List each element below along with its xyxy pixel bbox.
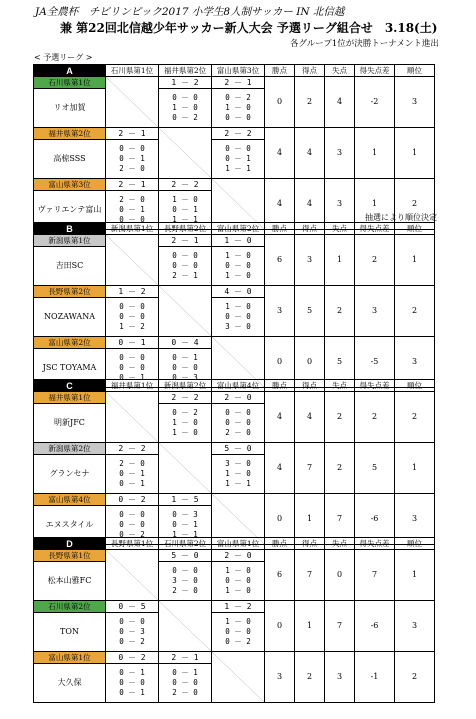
half-score: 1 － 2 [119, 322, 145, 331]
tiebreak-note: 抽選により順位決定 [365, 213, 437, 222]
match-half-scores [212, 89, 265, 128]
score-lines [212, 566, 264, 596]
stat-header: 得失点差 [355, 538, 395, 550]
stat-header: 勝点 [265, 223, 295, 235]
half-score: 1 － 1 [172, 215, 198, 224]
column-header: 石川県第2位 [159, 538, 212, 550]
team-seed: 長野県第2位 [34, 286, 106, 298]
diagonal-line [159, 443, 211, 493]
team-stat: 4 [265, 128, 295, 179]
diagonal-line [159, 286, 211, 336]
score-lines [106, 617, 158, 647]
half-score: 0 － 0 [119, 363, 145, 372]
team-stat: 2 [295, 652, 325, 703]
self-match-cell [106, 77, 159, 128]
match-half-scores [106, 298, 159, 337]
match-half-scores [212, 140, 265, 179]
half-score: 2 － 1 [172, 271, 198, 280]
team-stat: 1 [395, 443, 435, 494]
half-score: 2 － 0 [119, 459, 145, 468]
page-title: 兼 第22回北信越少年サッカー新人大会 予選リーグ組合せ 3.18(土) [60, 21, 438, 35]
team-name: ヴァリエンテ富山 [34, 191, 106, 230]
match-total: 2 － 0 [212, 550, 265, 562]
team-seed: 富山県第1位 [34, 652, 106, 664]
match-total: 1 － 2 [212, 601, 265, 613]
team-stat: 1 [325, 235, 355, 286]
diagonal-line [106, 550, 158, 600]
match-total: 2 － 2 [159, 179, 212, 191]
half-score: 0 － 0 [172, 93, 198, 102]
team-row [34, 392, 435, 404]
match-half-scores [159, 89, 212, 128]
team-stat: 3 [295, 235, 325, 286]
match-total: 0 － 2 [106, 652, 159, 664]
score-lines [212, 93, 264, 123]
diagonal-line [106, 77, 158, 127]
stat-header: 勝点 [265, 65, 295, 77]
team-stat: 2 [325, 443, 355, 494]
team-row [34, 128, 435, 140]
match-total: 2 － 1 [106, 179, 159, 191]
league-label: < 予選リーグ > [34, 53, 93, 62]
score-lines [212, 144, 264, 174]
half-score: 0 － 1 [119, 479, 145, 488]
stat-header: 得失点差 [355, 223, 395, 235]
team-stat: 3 [265, 286, 295, 337]
team-stat: -2 [355, 77, 395, 128]
half-score: 0 － 0 [119, 520, 145, 529]
group-a-table [33, 64, 435, 230]
match-half-scores [159, 247, 212, 286]
half-score: 0 － 3 [172, 510, 198, 519]
match-total: 1 － 2 [159, 77, 212, 89]
team-stat: 1 [355, 128, 395, 179]
half-score: 2 － 0 [119, 195, 145, 204]
team-stat: 3 [325, 179, 355, 230]
team-name: TON [34, 613, 106, 652]
team-stat: 1 [395, 128, 435, 179]
team-stat: 1 [295, 494, 325, 545]
score-lines [106, 459, 158, 489]
team-seed: 福井県第2位 [34, 128, 106, 140]
half-score: 0 － 0 [119, 617, 145, 626]
team-row [34, 652, 435, 664]
half-score: 0 － 2 [172, 113, 198, 122]
half-score: 0 － 1 [119, 373, 145, 382]
score-lines [212, 302, 264, 332]
half-score: 0 － 0 [225, 312, 251, 321]
half-score: 1 － 0 [172, 418, 198, 427]
half-score: 0 － 0 [119, 312, 145, 321]
score-lines [212, 617, 264, 647]
diagonal-line [212, 652, 264, 702]
team-stat: 1 [395, 235, 435, 286]
stat-header: 順位 [395, 65, 435, 77]
team-row [34, 337, 435, 349]
half-score: 2 － 0 [119, 164, 145, 173]
score-lines [106, 195, 158, 225]
half-score: 0 － 0 [225, 144, 251, 153]
match-total: 0 － 4 [159, 337, 212, 349]
stat-header: 勝点 [265, 380, 295, 392]
team-seed: 福井県第1位 [34, 392, 106, 404]
team-stat: 1 [395, 550, 435, 601]
team-stat: 0 [265, 494, 295, 545]
half-score: 0 － 1 [172, 205, 198, 214]
score-lines [159, 251, 211, 281]
team-stat: 7 [295, 550, 325, 601]
stat-header: 得点 [295, 65, 325, 77]
team-seed: 新潟県第1位 [34, 235, 106, 247]
half-score: 1 － 0 [225, 566, 251, 575]
score-lines [159, 408, 211, 438]
half-score: 1 － 1 [225, 164, 251, 173]
match-half-scores [212, 298, 265, 337]
team-stat: 4 [325, 77, 355, 128]
team-stat: 3 [325, 128, 355, 179]
team-row [34, 235, 435, 247]
score-lines [212, 408, 264, 438]
score-lines [159, 668, 211, 698]
half-score: 0 － 0 [225, 418, 251, 427]
team-stat: 3 [395, 77, 435, 128]
half-score: 0 － 0 [225, 408, 251, 417]
match-total: 2 － 2 [212, 128, 265, 140]
match-half-scores [212, 562, 265, 601]
half-score: 0 － 0 [225, 261, 251, 270]
column-header: 富山県第3位 [212, 65, 265, 77]
score-lines [159, 195, 211, 225]
half-score: 1 － 0 [225, 302, 251, 311]
half-score: 3 － 0 [225, 322, 251, 331]
team-name: 高椋SSS [34, 140, 106, 179]
half-score: 0 － 1 [172, 353, 198, 362]
half-score: 1 － 0 [225, 251, 251, 260]
match-total: 0 － 1 [106, 337, 159, 349]
self-match-cell [212, 652, 265, 703]
score-lines [106, 302, 158, 332]
half-score: 0 － 3 [172, 373, 198, 382]
match-total: 0 － 5 [106, 601, 159, 613]
match-total: 4 － 0 [212, 286, 265, 298]
group-c-table [33, 379, 435, 545]
stat-header: 得失点差 [355, 65, 395, 77]
half-score: 0 － 1 [225, 154, 251, 163]
team-stat: 2 [395, 652, 435, 703]
match-total: 2 － 1 [159, 235, 212, 247]
column-header: 福井県第2位 [159, 65, 212, 77]
team-stat: 3 [395, 337, 435, 388]
team-seed: 石川県第1位 [34, 77, 106, 89]
team-stat: 1 [295, 601, 325, 652]
team-seed: 新潟県第2位 [34, 443, 106, 455]
match-total: 2 － 1 [212, 77, 265, 89]
team-stat: 2 [355, 235, 395, 286]
team-row [34, 550, 435, 562]
team-name: 大久保 [34, 664, 106, 703]
match-total: 2 － 1 [159, 652, 212, 664]
half-score: 0 － 1 [119, 205, 145, 214]
score-lines [159, 93, 211, 123]
match-half-scores [106, 140, 159, 179]
stat-header: 失点 [325, 223, 355, 235]
team-stat: 6 [265, 235, 295, 286]
half-score: 0 － 0 [119, 302, 145, 311]
half-score: 0 － 0 [119, 678, 145, 687]
advancement-note: 各グループ1位が決勝トーナメント進出 [290, 39, 439, 49]
team-name: JSC TOYAMA [34, 349, 106, 388]
half-score: 1 － 0 [225, 469, 251, 478]
team-stat: 4 [295, 128, 325, 179]
match-total: 2 － 2 [159, 392, 212, 404]
column-header: 富山県第2位 [212, 223, 265, 235]
score-lines [106, 668, 158, 698]
half-score: 0 － 0 [225, 627, 251, 636]
team-name: 明新JFC [34, 404, 106, 443]
half-score: 1 － 1 [225, 479, 251, 488]
team-stat: -6 [355, 601, 395, 652]
score-lines [159, 566, 211, 596]
column-header: 長野県第2位 [159, 223, 212, 235]
team-stat: 3 [265, 652, 295, 703]
match-total: 1 － 5 [159, 494, 212, 506]
tournament-title: JA全農杯 チビリンピック2017 小学生8人制サッカー IN 北信越 [35, 6, 345, 18]
half-score: 0 － 0 [119, 510, 145, 519]
half-score: 0 － 1 [119, 469, 145, 478]
team-stat: 0 [265, 337, 295, 388]
match-half-scores [159, 404, 212, 443]
team-name: リオ加賀 [34, 89, 106, 128]
team-stat: 4 [295, 392, 325, 443]
half-score: 0 － 0 [172, 566, 198, 575]
score-lines [159, 510, 211, 540]
team-seed: 石川県第2位 [34, 601, 106, 613]
match-half-scores [159, 664, 212, 703]
team-stat: 2 [395, 286, 435, 337]
team-row [34, 494, 435, 506]
half-score: 1 － 0 [225, 103, 251, 112]
stat-header: 得点 [295, 380, 325, 392]
half-score: 3 － 0 [225, 459, 251, 468]
team-stat: 7 [325, 494, 355, 545]
stat-header: 順位 [395, 538, 435, 550]
half-score: 0 － 1 [172, 520, 198, 529]
stat-header: 得点 [295, 538, 325, 550]
team-stat: 5 [295, 286, 325, 337]
diagonal-line [106, 235, 158, 285]
half-score: 3 － 0 [172, 576, 198, 585]
match-half-scores [212, 404, 265, 443]
column-header: 福井県第1位 [106, 380, 159, 392]
half-score: 0 － 2 [119, 637, 145, 646]
team-stat: 1 [355, 179, 395, 230]
half-score: 2 － 0 [172, 688, 198, 697]
match-half-scores [106, 455, 159, 494]
team-stat: 2 [355, 392, 395, 443]
half-score: 2 － 0 [225, 428, 251, 437]
score-lines [212, 459, 264, 489]
self-match-cell [106, 392, 159, 443]
column-header: 長野県第1位 [106, 538, 159, 550]
self-match-cell [106, 235, 159, 286]
match-half-scores [106, 664, 159, 703]
half-score: 0 － 0 [225, 113, 251, 122]
team-seed: 長野県第1位 [34, 550, 106, 562]
match-total: 2 － 1 [106, 128, 159, 140]
match-total: 5 － 0 [159, 550, 212, 562]
team-name: 松本山雅FC [34, 562, 106, 601]
team-stat: 3 [395, 494, 435, 545]
group-d-table [33, 537, 435, 703]
match-half-scores [212, 455, 265, 494]
half-score: 1 － 0 [172, 195, 198, 204]
team-stat: 5 [325, 337, 355, 388]
team-stat: 4 [265, 443, 295, 494]
team-stat: 2 [395, 179, 435, 230]
half-score: 0 － 0 [119, 215, 145, 224]
group-b-table [33, 222, 435, 388]
team-name: 吉田SC [34, 247, 106, 286]
team-row [34, 601, 435, 613]
half-score: 0 － 0 [172, 363, 198, 372]
match-total: 1 － 2 [106, 286, 159, 298]
column-header: 富山県第1位 [212, 538, 265, 550]
stat-header: 得失点差 [355, 380, 395, 392]
team-seed: 富山県第2位 [34, 337, 106, 349]
half-score: 0 － 2 [119, 530, 145, 539]
self-match-cell [159, 128, 212, 179]
team-stat: 3 [355, 286, 395, 337]
team-stat: 3 [395, 601, 435, 652]
stat-header: 勝点 [265, 538, 295, 550]
stat-header: 失点 [325, 65, 355, 77]
stat-header: 失点 [325, 380, 355, 392]
stat-header: 順位 [395, 380, 435, 392]
team-stat: 2 [325, 286, 355, 337]
stat-header: 順位 [395, 223, 435, 235]
half-score: 1 － 0 [172, 103, 198, 112]
team-stat: 4 [265, 392, 295, 443]
team-stat: 0 [325, 550, 355, 601]
team-seed: 富山県第4位 [34, 494, 106, 506]
column-header: 新潟県第1位 [106, 223, 159, 235]
half-score: 0 － 0 [119, 144, 145, 153]
team-stat: 2 [325, 392, 355, 443]
match-half-scores [212, 247, 265, 286]
team-name: NOZAWANA [34, 298, 106, 337]
team-stat: 4 [295, 179, 325, 230]
match-total: 2 － 0 [212, 392, 265, 404]
half-score: 0 － 2 [225, 637, 251, 646]
half-score: 1 － 0 [225, 586, 251, 595]
match-half-scores [106, 613, 159, 652]
score-lines [106, 510, 158, 540]
team-seed: 富山県第3位 [34, 179, 106, 191]
half-score: 0 － 0 [225, 576, 251, 585]
column-header: 石川県第1位 [106, 65, 159, 77]
group-label: C [34, 380, 106, 392]
team-stat: 0 [265, 77, 295, 128]
half-score: 0 － 2 [172, 408, 198, 417]
team-stat: -6 [355, 494, 395, 545]
group-label: A [34, 65, 106, 77]
half-score: 0 － 0 [172, 678, 198, 687]
match-total: 1 － 0 [212, 235, 265, 247]
team-stat: 0 [295, 337, 325, 388]
half-score: 0 － 1 [119, 154, 145, 163]
team-stat: 7 [325, 601, 355, 652]
self-match-cell [159, 601, 212, 652]
team-stat: 7 [355, 550, 395, 601]
team-stat: 2 [295, 77, 325, 128]
team-name: グランセナ [34, 455, 106, 494]
match-half-scores [212, 613, 265, 652]
diagonal-line [159, 601, 211, 651]
half-score: 1 － 1 [172, 530, 198, 539]
group-label: B [34, 223, 106, 235]
team-stat: 7 [295, 443, 325, 494]
score-lines [106, 144, 158, 174]
half-score: 1 － 0 [225, 271, 251, 280]
team-stat: 0 [265, 601, 295, 652]
team-row [34, 286, 435, 298]
half-score: 1 － 0 [225, 617, 251, 626]
half-score: 0 － 3 [119, 627, 145, 636]
self-match-cell [106, 550, 159, 601]
half-score: 0 － 1 [119, 688, 145, 697]
half-score: 0 － 0 [172, 251, 198, 260]
team-stat: 3 [325, 652, 355, 703]
column-header: 富山県第4位 [212, 380, 265, 392]
match-total: 0 － 2 [106, 494, 159, 506]
team-stat: -1 [355, 652, 395, 703]
team-stat: -5 [355, 337, 395, 388]
column-header: 新潟県第2位 [159, 380, 212, 392]
team-row [34, 179, 435, 191]
half-score: 1 － 0 [172, 428, 198, 437]
match-total: 2 － 2 [106, 443, 159, 455]
team-stat: 5 [355, 443, 395, 494]
half-score: 0 － 0 [119, 353, 145, 362]
diagonal-line [106, 392, 158, 442]
diagonal-line [159, 128, 211, 178]
half-score: 0 － 1 [172, 668, 198, 677]
team-row [34, 77, 435, 89]
self-match-cell [159, 286, 212, 337]
self-match-cell [159, 443, 212, 494]
team-stat: 6 [265, 550, 295, 601]
match-total: 5 － 0 [212, 443, 265, 455]
half-score: 0 － 1 [119, 668, 145, 677]
team-stat: 2 [395, 392, 435, 443]
score-lines [212, 251, 264, 281]
team-name: エヌスタイル [34, 506, 106, 545]
stat-header: 得点 [295, 223, 325, 235]
stat-header: 失点 [325, 538, 355, 550]
match-half-scores [159, 562, 212, 601]
half-score: 0 － 2 [225, 93, 251, 102]
group-label: D [34, 538, 106, 550]
team-row [34, 443, 435, 455]
half-score: 0 － 0 [172, 261, 198, 270]
half-score: 2 － 0 [172, 586, 198, 595]
team-stat: 4 [265, 179, 295, 230]
